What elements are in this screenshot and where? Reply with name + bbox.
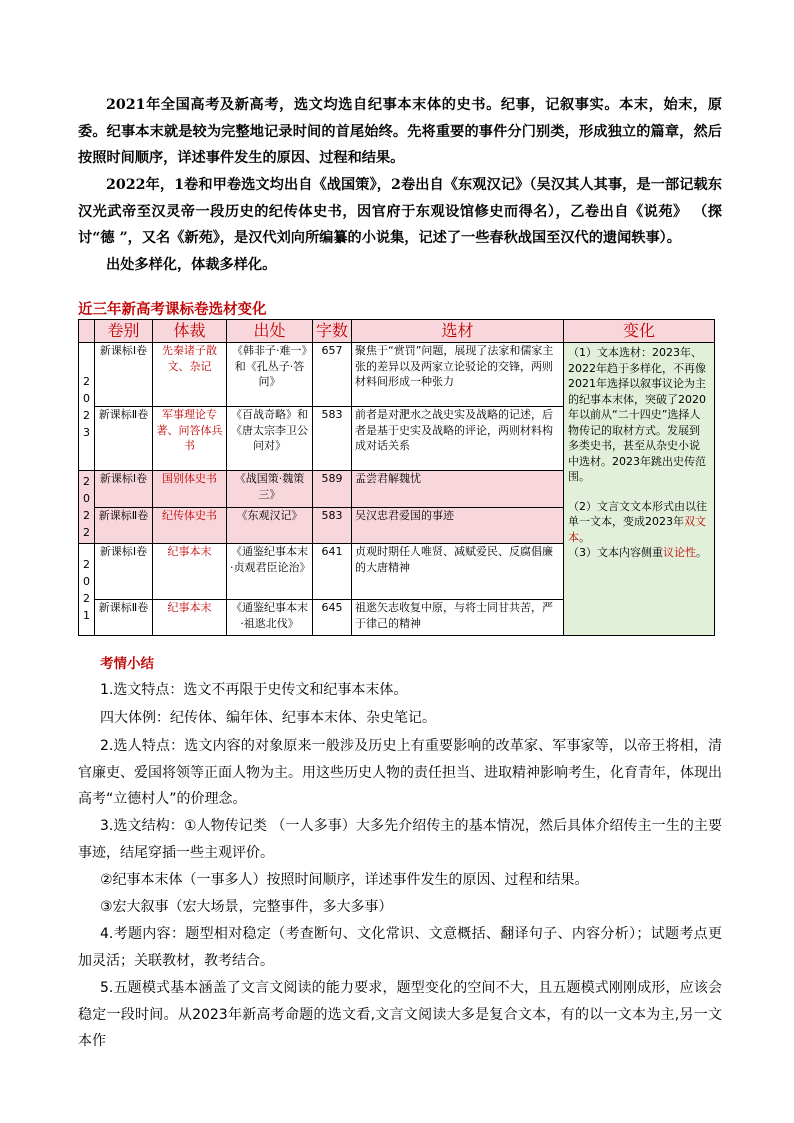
source-cell: 《百战奇略》和《唐太宗李卫公问对》 (227, 407, 313, 471)
header-genre: 体裁 (153, 320, 227, 343)
volume-cell: 新课标Ⅱ卷 (95, 407, 153, 471)
word-count-cell: 589 (313, 471, 352, 508)
word-count-cell: 583 (313, 407, 352, 471)
genre-cell: 纪传体史书 (153, 507, 227, 544)
intro-paragraph-1: 2021年全国高考及新高考，选文均选自纪事本末体的史书。纪事，记叙事实。本末，始末，原委。纪事本末就是较为完整地记录时间的首尾始终。先将重要的事件分门别类，形成独立的篇章，然后按照时间顺序，详述事件发生的原因、过程和结果。 (78, 97, 722, 166)
volume-cell: 新课标Ⅱ卷 (95, 600, 153, 636)
change-point-3: （3）文本内容侧重议论性。 (568, 546, 707, 559)
word-count-cell: 657 (313, 343, 352, 407)
genre-cell: 军事理论专著、问答体兵书 (153, 407, 227, 471)
volume-cell: 新课标Ⅱ卷 (95, 507, 153, 544)
header-source: 出处 (227, 320, 313, 343)
summary-item: 2.选人特点：选文内容的对象原来一般涉及历史上有重要影响的改革家、军事家等，以帝王将相，清官廉吏、爱国将领等正面人物为主。用这些历史人物的责任担当、进取精神影响考生，化育青年，体现出高考“立德村人”的价理念。 (78, 738, 722, 807)
genre-cell: 先秦诸子散文、杂记 (153, 343, 227, 407)
header-year (79, 320, 95, 343)
summary-item: 4.考题内容：题型相对稳定（考查断句、文化常识、文意概括、翻译句子、内容分析）；试题考点更加灵活；关联教材，教考结合。 (78, 926, 722, 969)
material-cell: 贞观时期任人唯贤、减赋爱民、反腐倡廉的大唐精神 (352, 544, 564, 600)
material-cell: 孟尝君解魏忧 (352, 471, 564, 508)
genre-cell: 纪事本末 (153, 600, 227, 636)
selection-table (78, 319, 715, 636)
source-cell: 《通鉴纪事本末·贞观君臣论治》 (227, 544, 313, 600)
table-row (79, 343, 715, 407)
header-volume: 卷别 (95, 320, 153, 343)
year-cell-2022: 2 0 2 2 (79, 471, 95, 544)
table-caption: 近三年新高考课标卷选材变化 (78, 302, 267, 318)
highlight-argumentative: 议论性 (663, 546, 696, 559)
header-word-count: 字数 (313, 320, 352, 343)
source-cell: 《战国策·魏策三》 (227, 471, 313, 508)
summary-item: 1.选文特点：选文不再限于史传文和纪事本末体。 (100, 682, 408, 698)
change-point-1: （1）文本选材：2023年、2022年趋于多样化，不再像2021年选择以叙事议论为主的纪事本末体，突破了2020年以前从“二十四史”选择人物传记的取材方式。发展到多类史书，甚至从杂史小说中选材。2023年跳出史传范围。 (568, 346, 706, 483)
intro-paragraph-2: 2022年，1卷和甲卷选文均出自《战国策》，2卷出自《东观汉记》（吴汉其人其事，是一部记载东汉光武帝至汉灵帝一段历史的纪传体史书，因官府于东观设馆修史而得名），乙卷出自《说苑》 （探讨“德 ”，又名《新苑》，是汉代刘向所编纂的小说集，记述了一些春秋战国至汉代的遗闻轶事）。 (78, 177, 722, 246)
genre-cell: 纪事本末 (153, 544, 227, 600)
summary-item: ③宏大叙事（宏大场景，完整事件，多大多事） (100, 899, 393, 915)
genre-cell: 国别体史书 (153, 471, 227, 508)
summary-item: 5.五题模式基本涵盖了文言文阅读的能力要求，题型变化的空间不大，且五题模式刚刚成形，应该会稳定一段时间。从2023年新高考命题的选文看,文言文阅读大多是复合文本，有的以一文本为主,另一文本作 (78, 980, 722, 1049)
change-cell (564, 343, 715, 636)
material-cell: 祖逖矢志收复中原，与将士同甘共苦，严于律己的精神 (352, 600, 564, 636)
change-point-2: （2）文言文文本形式由以往单一文本，变成2023年双文本。 (568, 499, 707, 544)
summary-item: 四大体例：纪传体、编年体、纪事本末体、杂史笔记。 (100, 710, 436, 726)
table-header-row (79, 320, 715, 343)
highlight-dual-text: 双文本 (568, 515, 706, 544)
material-cell: 前者是对淝水之战史实及战略的记述，后者是基于史实及战略的评论，两则材料构成对话关系 (352, 407, 564, 471)
volume-cell: 新课标Ⅰ卷 (95, 471, 153, 508)
source-cell: 《通鉴纪事本末·祖逖北伐》 (227, 600, 313, 636)
summary-item: 3.选文结构：①人物传记类 （一人多事）大多先介绍传主的基本情况，然后具体介绍传主一生的主要事迹，结尾穿插一些主观评价。 (78, 818, 722, 861)
year-cell-2023: 2 0 2 3 (79, 343, 95, 471)
word-count-cell: 645 (313, 600, 352, 636)
volume-cell: 新课标Ⅰ卷 (95, 544, 153, 600)
source-cell: 《韩非子·难一》和《孔丛子·答问》 (227, 343, 313, 407)
volume-cell: 新课标Ⅰ卷 (95, 343, 153, 407)
header-change: 变化 (564, 320, 715, 343)
material-cell: 吴汉忠君爱国的事迹 (352, 507, 564, 544)
word-count-cell: 641 (313, 544, 352, 600)
source-cell: 《东观汉记》 (227, 507, 313, 544)
header-material: 选材 (352, 320, 564, 343)
summary-title: 考情小结 (100, 656, 154, 672)
intro-paragraph-3: 出处多样化，体裁多样化。 (106, 257, 277, 273)
summary-item: ②纪事本末体（一事多人）按照时间顺序，详述事件发生的原因、过程和结果。 (100, 872, 589, 888)
material-cell: 聚焦于“赏罚”问题，展现了法家和儒家主张的差异以及两家立论驳论的交锋，两则材料间形成一种张力 (352, 343, 564, 407)
year-cell-2021: 2 0 2 1 (79, 544, 95, 636)
word-count-cell: 583 (313, 507, 352, 544)
